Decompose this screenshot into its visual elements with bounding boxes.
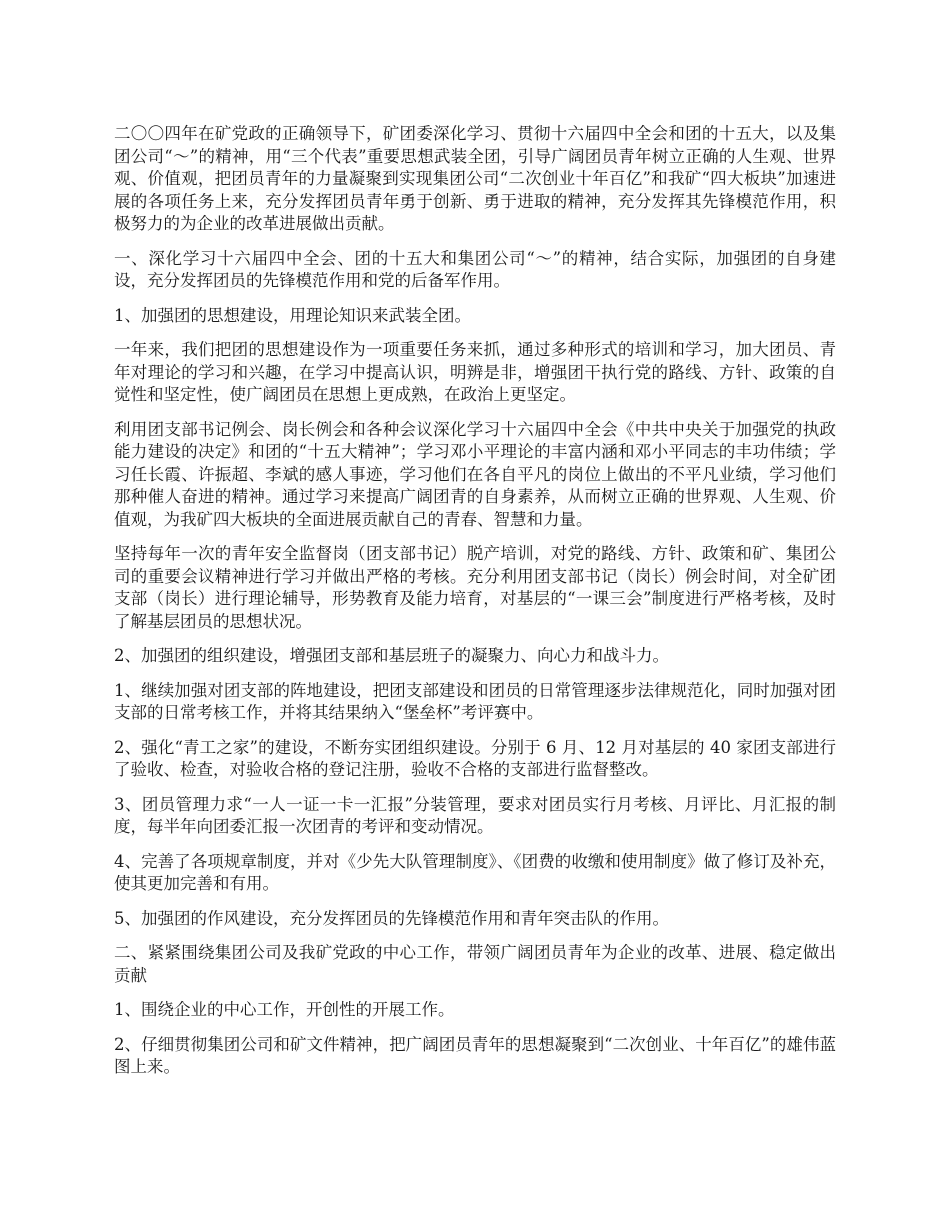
body-paragraph: 坚持每年一次的青年安全监督岗（团支部书记）脱产培训，对党的路线、方针、政策和矿、集团公司的重要会议精神进行学习并做出严格的考核。充分利用团支部书记（岗长）例会时间，对全矿团支部（岗长）进行理论辅导，形势教育及能力培育，对基层的“一课三会”制度进行严格考核，及时了解基层团员的思想状况。 [114,544,836,631]
list-item: 2、强化“青工之家”的建设，不断夯实团组织建设。分别于 6 月、12 月对基层的 40 家团支部进行了验收、检查，对验收合格的登记注册，验收不合格的支部进行监督整改。 [114,737,836,779]
list-item: 4、完善了各项规章制度，并对《少先大队管理制度》、《团费的收缴和使用制度》做了修订及补充，使其更加完善和有用。 [114,851,836,893]
section-heading-2: 二、紧紧围绕集团公司及我矿党政的中心工作，带领广阔团员青年为企业的改革、进展、稳定做出贡献 [114,943,836,985]
document-body [114,123,836,1091]
intro-paragraph: 二〇〇四年在矿党政的正确领导下，矿团委深化学习、贯彻十六届四中全会和团的十五大，以及集团公司“～”的精神，用“三个代表”重要思想武装全团，引导广阔团员青年树立正确的人生观、世界观、价值观，把团员青年的力量凝聚到实现集团公司“二次创业十年百亿”和我矿“四大板块”加速进展的各项任务上来，充分发挥团员青年勇于创新、勇于进取的精神，充分发挥其先锋模范作用，积极努力的为企业的改革进展做出贡献。 [114,124,836,233]
subsection-heading: 2、加强团的组织建设，增强团支部和基层班子的凝聚力、向心力和战斗力。 [114,646,669,665]
subsection-heading: 1、加强团的思想建设，用理论知识来武装全团。 [114,305,471,325]
list-item: 2、仔细贯彻集团公司和矿文件精神，把广阔团员青年的思想凝聚到“二次创业、十年百亿”的雄伟蓝图上来。 [114,1034,836,1076]
list-item: 3、团员管理力求“一人一证一卡一汇报”分装管理，要求对团员实行月考核、月评比、月汇报的制度，每半年向团委汇报一次团青的考评和变动情况。 [114,794,836,836]
list-item: 1、围绕企业的中心工作，开创性的开展工作。 [114,1000,455,1019]
body-paragraph: 利用团支部书记例会、岗长例会和各种会议深化学习十六届四中全会《中共中央关于加强党的执政能力建设的决定》和团的“十五大精神”；学习邓小平理论的丰富内涵和邓小平同志的丰功伟绩；学习任长霞、许振超、李斌的感人事迹，学习他们在各自平凡的岗位上做出的不平凡业绩，学习他们那种催人奋进的精神。通过学习来提高广阔团青的自身素养，从而树立正确的世界观、人生观、价值观，为我矿四大板块的全面进展贡献自己的青春、智慧和力量。 [114,419,836,529]
list-item: 5、加强团的作风建设，充分发挥团员的先锋模范作用和青年突击队的作用。 [114,908,669,928]
section-heading-1: 一、深化学习十六届四中全会、团的十五大和集团公司“～”的精神，结合实际，加强团的自身建设，充分发挥团员的先锋模范作用和党的后备军作用。 [114,248,836,290]
body-paragraph: 一年来，我们把团的思想建设作为一项重要任务来抓，通过多种形式的培训和学习，加大团员、青年对理论的学习和兴趣，在学习中提高认识，明辨是非，增强团干执行党的路线、方针、政策的自觉性和坚定性，使广阔团员在思想上更成熟，在政治上更坚定。 [114,340,836,404]
list-item: 1、继续加强对团支部的阵地建设，把团支部建设和团员的日常管理逐步法律规范化，同时加强对团支部的日常考核工作，并将其结果纳入“堡垒杯”考评赛中。 [114,680,836,722]
